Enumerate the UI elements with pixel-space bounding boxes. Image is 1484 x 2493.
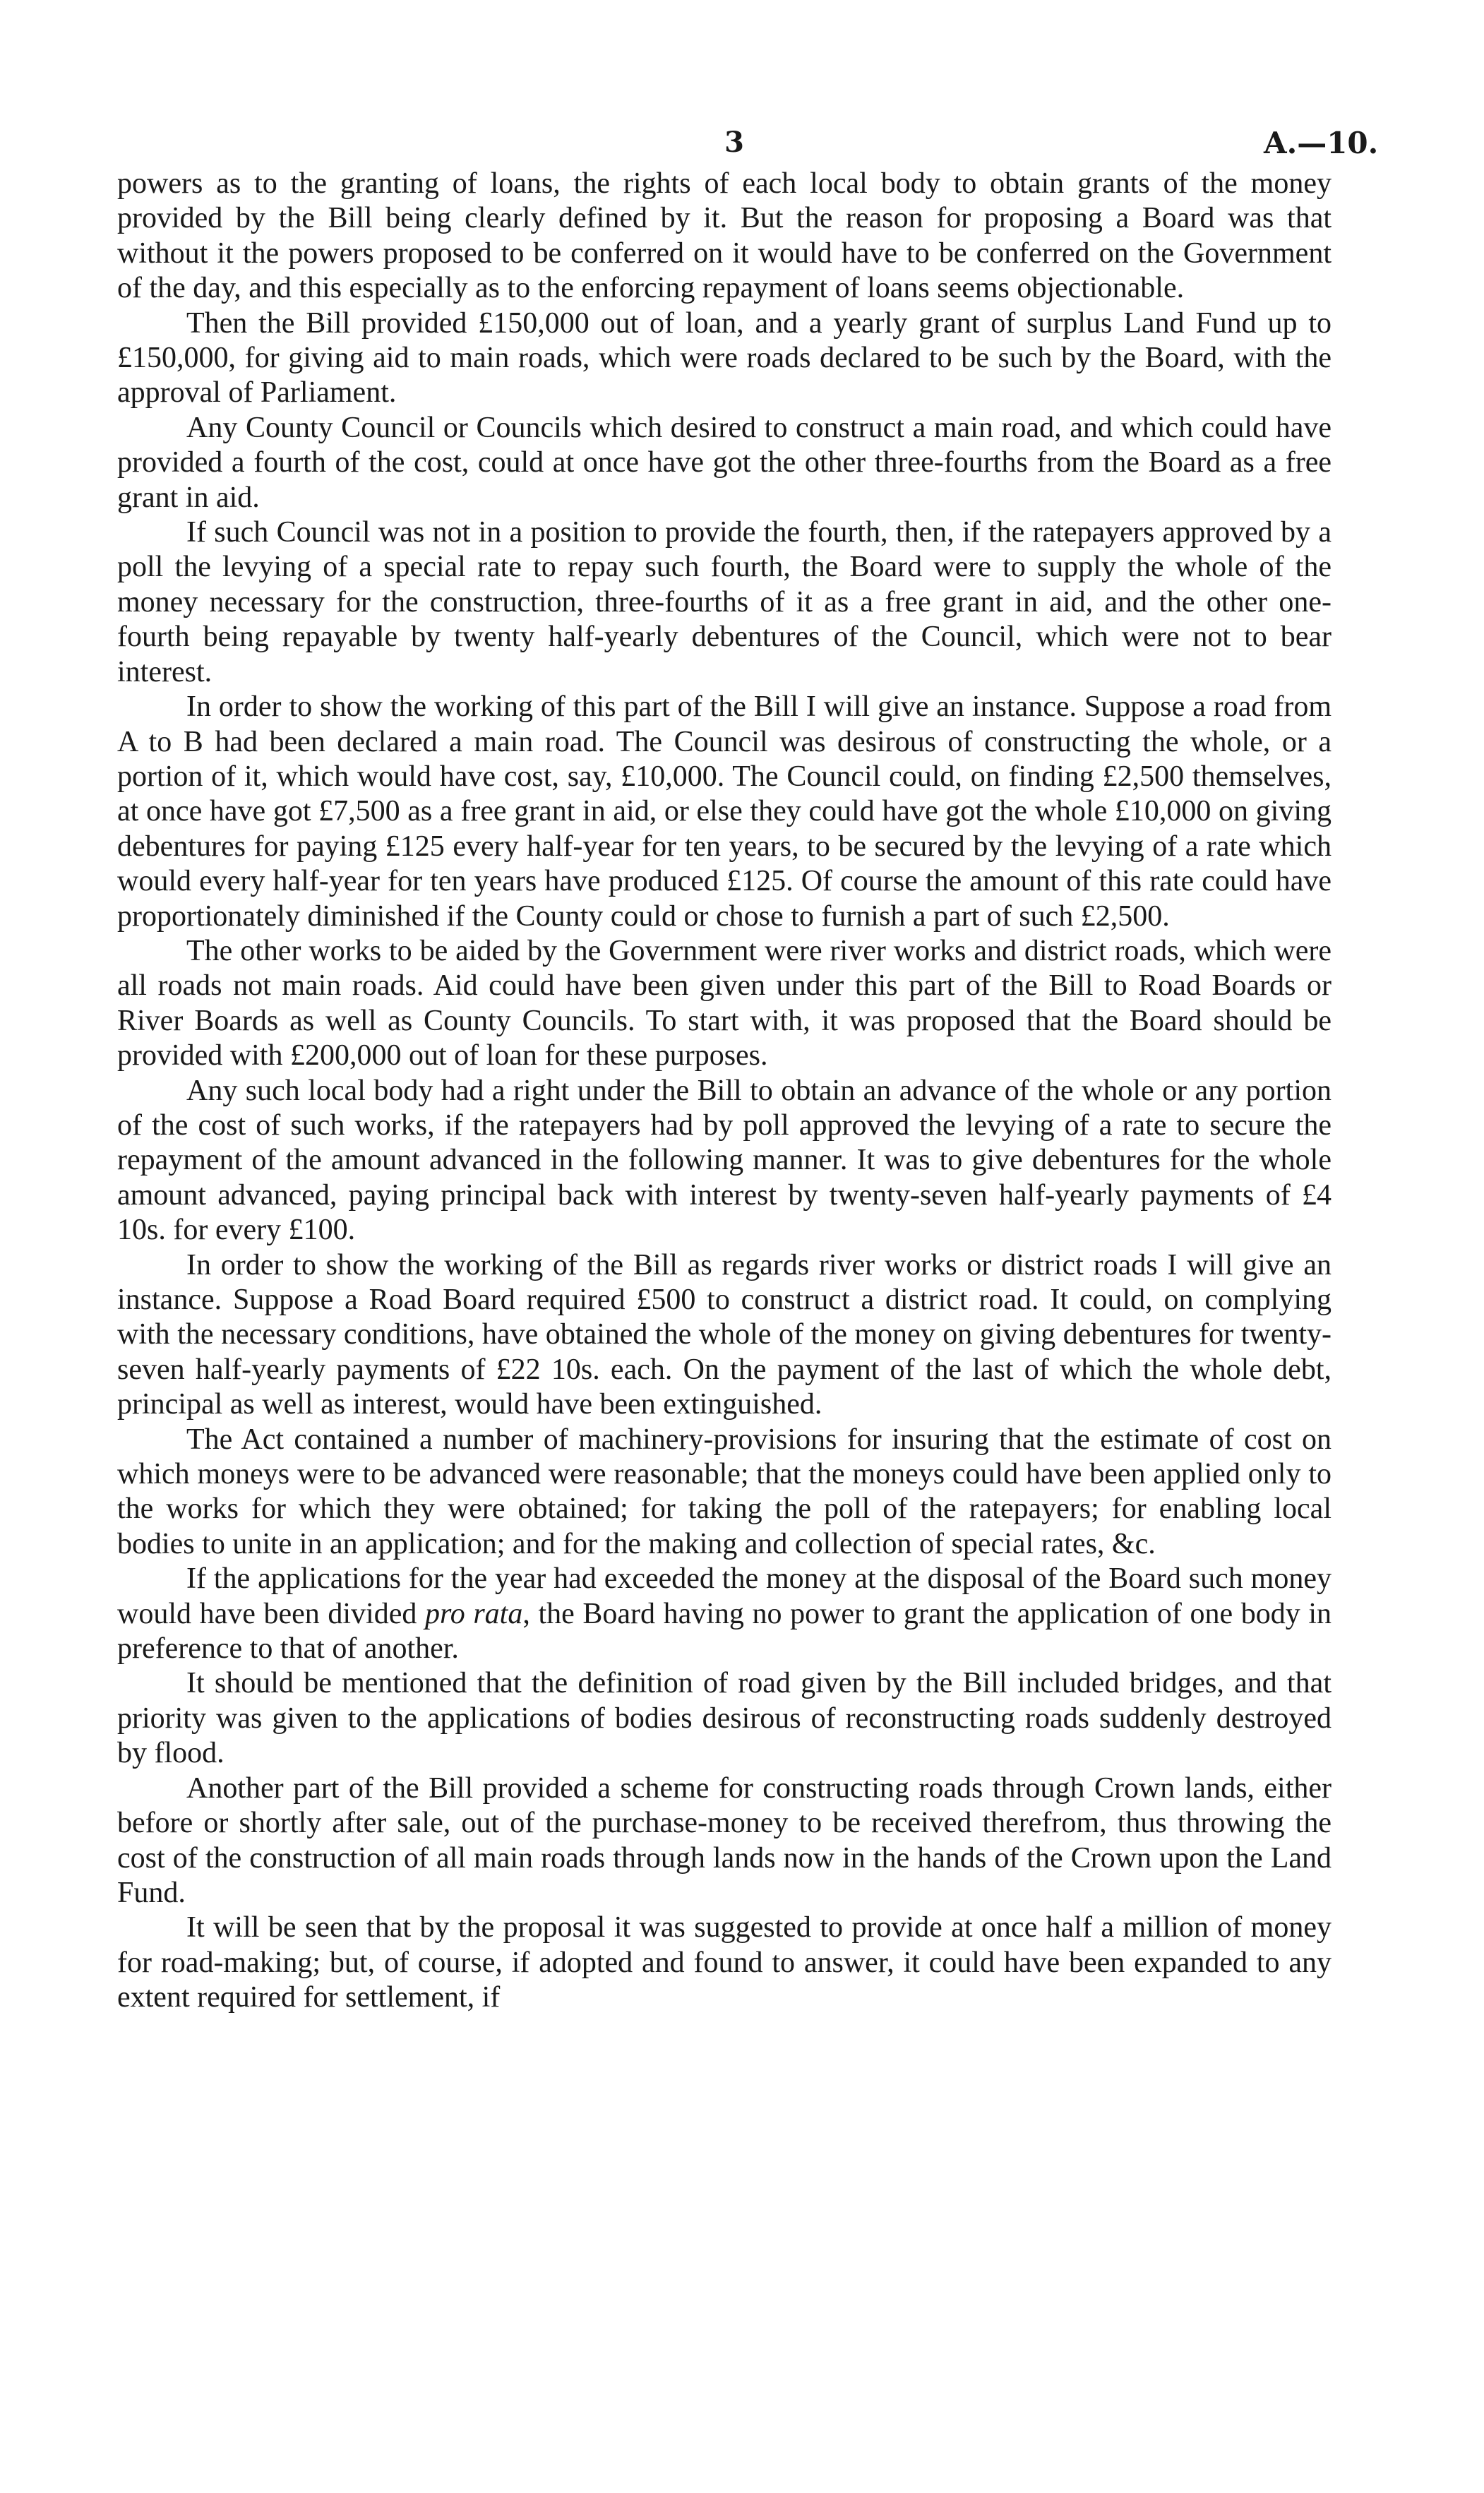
paragraph-10-start: If the applications for the year had exceeded the money at the disposal of the Board such money would have been divided [117, 1562, 1332, 1630]
paragraph-2: Then the Bill provided £150,000 out of loan, and a yearly grant of surplus Land Fund up to £150,000, for giving aid to main roads, which were roads declared to be such by the Board, with the approval of Parliament. [117, 306, 1332, 409]
paragraph-6: The other works to be aided by the Government were river works and district roads, which were all roads not main roads. Aid could have been given under this part of the Bill to Road Boards or River Boards as well as County Councils. To start with, it was proposed that the Board should be provided with £200,000 out of loan for these purposes. [117, 934, 1332, 1072]
paragraph-10-end: , the Board having no power to grant the application of one body in preference to that of another. [117, 1597, 1332, 1666]
body-text [117, 167, 1332, 2016]
paragraph-13: It will be seen that by the proposal it was suggested to provide at once half a million of money for road-making; but, of course, if adopted and found to answer, it could have been expanded to any extent required for settlement, if [117, 1911, 1332, 2014]
page-number: 3 [724, 126, 744, 159]
paragraph-10 [117, 1562, 1332, 1666]
paragraph-9: The Act contained a number of machinery-provisions for insuring that the estimate of cost on which moneys were to be advanced were reasonable; that the moneys could have been applied only to the works for which they were obtained; for taking the poll of the ratepayers; for enabling local bodies to unite in an application; and for the making and collection of special rates, &c. [117, 1423, 1332, 1560]
paper-reference: A.—10. [1264, 126, 1379, 160]
paragraph-7: Any such local body had a right under the Bill to obtain an advance of the whole or any portion of the cost of such works, if the ratepayers had by poll approved the levying of a rate to secure the repayment of the amount advanced in the following manner. It was to give debentures for the whole amount advanced, paying principal back with interest by twenty-seven half-yearly payments of £4 10s. for every £100. [117, 1074, 1332, 1247]
paragraph-4: If such Council was not in a position to provide the fourth, then, if the ratepayers approved by a poll the levying of a special rate to repay such fourth, the Board were to supply the whole of the money necessary for the construction, three-fourths of it as a free grant in aid, and the other one-fourth being repayable by twenty half-yearly debentures of the Council, which were not to bear interest. [117, 516, 1332, 688]
paragraph-3: Any County Council or Councils which desired to construct a main road, and which could have provided a fourth of the cost, could at once have got the other three-fourths from the Board as a free grant in aid. [117, 411, 1332, 514]
paragraph-1: powers as to the granting of loans, the rights of each local body to obtain grants of the money provided by the Bill being clearly defined by it. But the reason for proposing a Board was that without it the powers proposed to be conferred on it would have to be conferred on the Government of the day, and this especially as to the enforcing repayment of loans seems objectionable. [117, 167, 1332, 305]
paragraph-11: It should be mentioned that the definition of road given by the Bill included bridges, and that priority was given to the applications of bodies desirous of reconstructing roads suddenly destroyed by flood. [117, 1667, 1332, 1770]
paragraph-8: In order to show the working of the Bill as regards river works or district roads I will give an instance. Suppose a Road Board required £500 to construct a district road. It could, on complying with the necessary conditions, have obtained the whole of the money on giving debentures for twenty-seven half-yearly payments of £22 10s. each. On the payment of the last of which the whole debt, principal as well as interest, would have been extinguished. [117, 1248, 1332, 1421]
italic-phrase: pro rata [424, 1597, 523, 1630]
paragraph-12: Another part of the Bill provided a scheme for constructing roads through Crown lands, either before or shortly after sale, out of the purchase-money to be received therefrom, thus throwing the cost of the construction of all main roads through lands now in the hands of the Crown upon the Land Fund. [117, 1771, 1332, 1909]
paragraph-5: In order to show the working of this part of the Bill I will give an instance. Suppose a road from A to B had been declared a main road. The Council was desirous of constructing the whole, or a portion of it, which would have cost, say, £10,000. The Council could, on finding £2,500 themselves, at once have got £7,500 as a free grant in aid, or else they could have got the whole £10,000 on giving debentures for paying £125 every half-year for ten years, to be secured by the levying of a rate which would every half-year for ten years have produced £125. Of course the amount of this rate could have proportionately diminished if the County could or chose to furnish a part of such £2,500. [117, 690, 1332, 933]
